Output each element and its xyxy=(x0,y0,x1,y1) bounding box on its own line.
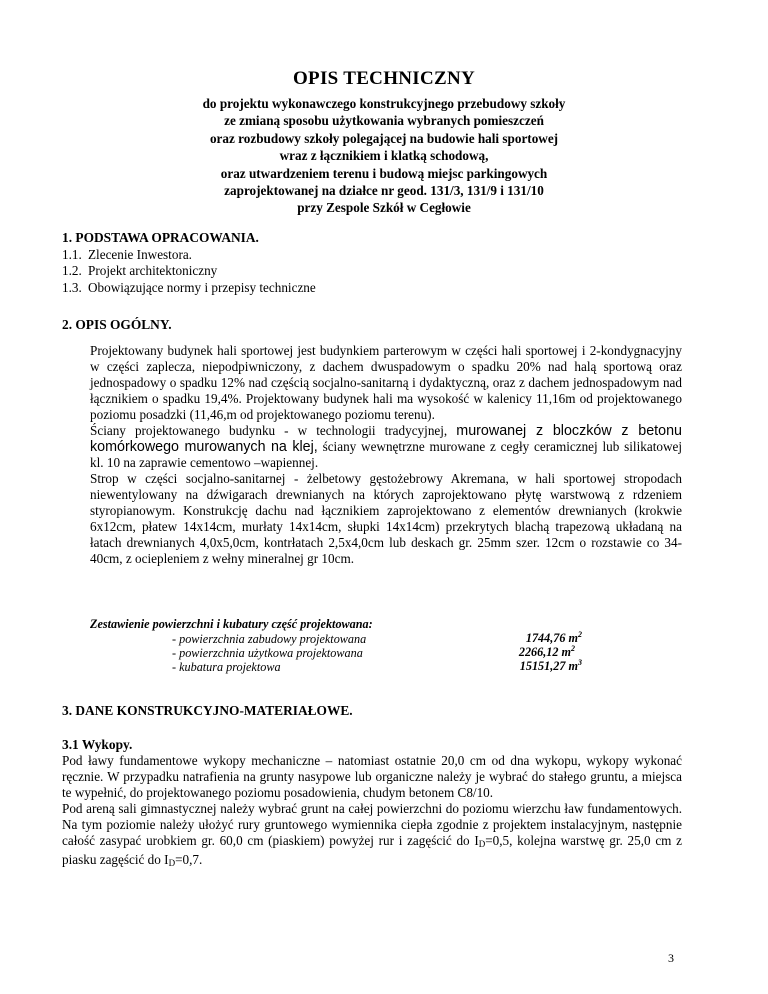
summary-heading: Zestawienie powierzchni i kubatury część projektowana: xyxy=(90,617,373,631)
paragraph-text: Ściany projektowanego budynku - w technologii tradycyjnej, xyxy=(90,423,457,438)
summary-unit-exponent: 3 xyxy=(578,658,582,667)
list-item-text: Obowiązujące normy i przepisy techniczne xyxy=(88,280,316,295)
list-item-number: 1.1. xyxy=(62,247,82,262)
list-item-text: Projekt architektoniczny xyxy=(88,263,218,278)
summary-value: 2266,12 m xyxy=(518,645,571,659)
summary-unit-exponent: 2 xyxy=(571,644,575,653)
document-title: OPIS TECHNICZNY xyxy=(292,68,476,89)
section-2-body xyxy=(90,343,682,567)
paragraph: Projektowany budynek hali sportowej jest budynkiem parterowym w części hali sportowej i 2-kondygnacyjny w części zaplecza, niepodpiwniczony, z dachem dwuspadowym o spadku 20% nad halą sportową oraz jednospadowy o spadku 12% nad częścią socjalno-sanitarną i dydaktyczną, oraz z dachem jednospadowym nad łącznikiem o spadku 19,4%. Projektowany budynek hali ma wysokość w kalenicy 11,16m od projektowanego poziomu posadzki (11,46,m od projektowanego poziomu terenu). xyxy=(90,343,682,422)
summary-value: 1744,76 m xyxy=(525,631,578,645)
list-item xyxy=(62,280,316,296)
section-3-heading: 3. DANE KONSTRUKCYJNO-MATERIAŁOWE. xyxy=(62,703,353,718)
list-item-number: 1.2. xyxy=(62,263,82,278)
subtitle-line: ze zmianą sposobu użytkowania wybranych pomieszczeń xyxy=(224,113,544,129)
list-item-number: 1.3. xyxy=(62,280,82,295)
paragraph-text: ściany wewnętrzne murowane z cegły ceramicznej lub silikatowej kl. 10 na zaprawie cementowo –wapiennej. xyxy=(90,439,682,470)
paragraph xyxy=(62,801,682,871)
subscript: D xyxy=(478,839,486,849)
subtitle-line: przy Zespole Szkół w Cegłowie xyxy=(297,200,471,216)
section-1-heading: 1. PODSTAWA OPRACOWANIA. xyxy=(62,230,259,245)
section-3-1-body xyxy=(62,753,682,871)
page-number: 3 xyxy=(668,951,674,965)
paragraph: Pod ławy fundamentowe wykopy mechaniczne – natomiast ostatnie 20,0 cm od dna wykopu, wykopy wykonać ręcznie. W przypadku natrafienia na grunty nasypowe lub organiczne należy je wybrać do stałego gruntu, a miejsca te wypełnić, do projektowanego poziomu posadowienia, chudym betonem C8/10. xyxy=(62,753,682,800)
subtitle-line: oraz rozbudowy szkoły polegającej na budowie hali sportowej xyxy=(209,130,559,146)
paragraph xyxy=(90,423,682,471)
list-item xyxy=(62,263,217,279)
paragraph-text: =0,5, kolejna warstwę gr. 25,0 cm z piasku zagęścić do I xyxy=(62,833,682,867)
subtitle-line: zaprojektowanej na działce nr geod. 131/3, 131/9 i 131/10 xyxy=(224,183,544,199)
section-3-1-heading: 3.1 Wykopy. xyxy=(62,737,133,752)
summary-unit-exponent: 2 xyxy=(578,630,582,639)
subtitle-line: wraz z łącznikiem i klatką schodową, xyxy=(279,148,489,164)
paragraph: Strop w części socjalno-sanitarnej - żelbetowy gęstożebrowy Akremana, w hali sportowej stropodach niewentylowany na dźwigarach drewnianych na których zaprojektowano płytę warstwową z rdzeniem styropianowym. Konstrukcję dachu nad łącznikiem zaprojektowano z elementów drewnianych (krokwie 6x12cm, płatew 14x14cm, murłaty 14x14cm, słupki 14x14cm) przekrytych blachą trapezową układaną na łatach drewnianych 4,0x5,0cm, kontrłatach 2,5x4,0cm lub deskach gr. 25mm szer. 12cm o rozstawie co 34-40cm, z ociepleniem z wełny mineralnej gr 10cm. xyxy=(90,471,682,566)
list-item xyxy=(62,247,192,263)
document-subtitle xyxy=(150,95,618,217)
paragraph-text: =0,7. xyxy=(175,852,203,867)
paragraph-text: Pod areną sali gimnastycznej należy wybrać grunt na całej powierzchni do poziomu wierzchu ław fundamentowych. Na tym poziomie należy ułożyć rury gruntowego wymiennika ciepła zgodnie z projektem instalacyjnym, następnie całość zasypać urobkiem gr. 60,0 cm (piaskiem) powyżej rur i zagęścić do I xyxy=(62,801,682,848)
summary-row-value xyxy=(420,658,582,674)
summary-row-label: - powierzchnia zabudowy projektowana xyxy=(172,632,367,646)
subtitle-line: oraz utwardzeniem terenu i budową miejsc parkingowych xyxy=(220,165,548,181)
list-item-text: Zlecenie Inwestora. xyxy=(88,247,192,262)
summary-row-label: - kubatura projektowa xyxy=(172,660,281,674)
subtitle-line: do projektu wykonawczego konstrukcyjnego przebudowy szkoły xyxy=(202,96,566,111)
paragraph-text-large: murowanej z bloczków z betonu komórkowego murowanych na klej, xyxy=(90,423,682,455)
subscript: D xyxy=(168,858,176,868)
summary-value: 15151,27 m xyxy=(519,659,578,673)
summary-row-label: - powierzchnia użytkowa projektowana xyxy=(172,646,363,660)
section-2-heading: 2. OPIS OGÓLNY. xyxy=(62,317,172,332)
